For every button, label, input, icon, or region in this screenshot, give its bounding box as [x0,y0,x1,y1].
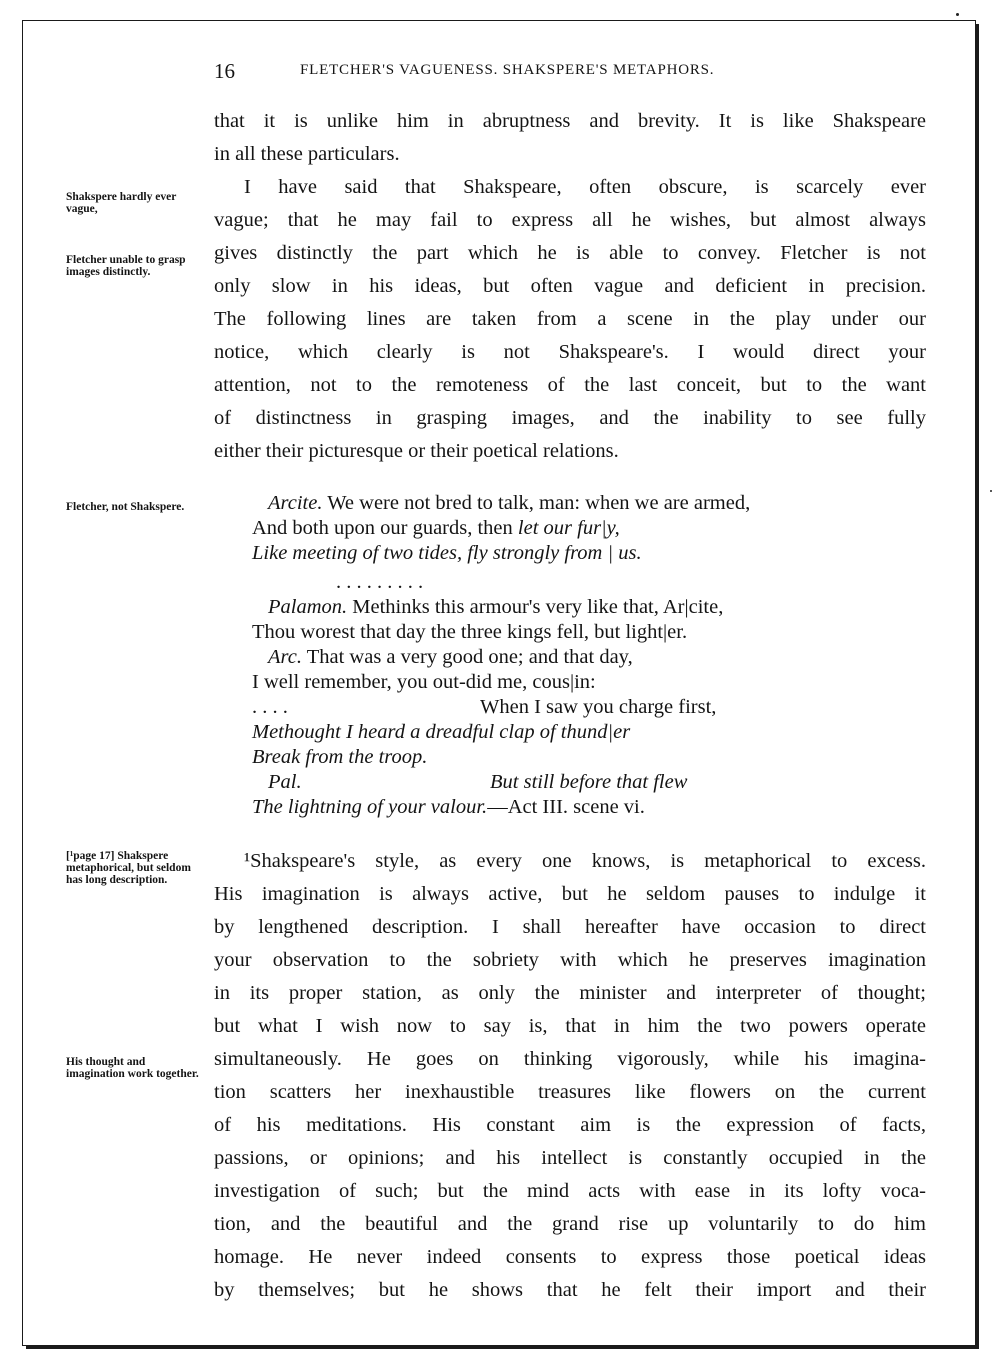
verse-line: Arc. That was a very good one; and that day, [268,646,633,668]
text-line: but what I wish now to say is, that in him the two powers operate [214,1015,926,1037]
text-line: only slow in his ideas, but often vague and deficient in precision. [214,275,926,297]
sidenote-thought-imagination: His thought and imagination work together. [66,1056,199,1080]
verse-line: . . . . When I saw you charge first, [252,696,717,718]
verse-line: Pal. But still before that flew [268,771,688,793]
text-line: tion, and the beautiful and the grand rise up voluntarily to do him [214,1213,926,1235]
text-line: in its proper station, as only the minister and interpreter of thought; [214,982,926,1004]
text-line: by themselves; but he shows that he felt their import and their [214,1279,926,1301]
text-line: I have said that Shakspeare, often obscure, is scarcely ever [244,176,926,198]
text-line: of his meditations. His constant aim is the expression of facts, [214,1114,926,1136]
sidenote-vague: Shakspere hardly ever vague, [66,191,177,215]
ink-speck [956,13,959,16]
speaker-name: Arcite. [268,492,323,514]
page-border-shadow-right [976,24,979,1348]
page-border-shadow-bottom [26,1346,979,1349]
verse-line: Methought I heard a dreadful clap of thund|er [252,721,631,743]
verse-line: Arcite. We were not bred to talk, man: when we are armed, [268,492,751,514]
text-line: of distinctness in grasping images, and the inability to see fully [214,407,926,429]
verse-line: Break from the troop. [252,746,428,768]
text-line: His imagination is always active, but he seldom pauses to indulge it [214,883,926,905]
text-line: vague; that he may fail to express all he wishes, but almost always [214,209,926,231]
ink-speck [990,490,992,492]
text-line: in all these particulars. [214,143,400,165]
verse-line: Palamon. Methinks this armour's very like that, Ar|cite, [268,596,724,618]
sidenote-fletcher-images: Fletcher unable to grasp images distinctly. [66,254,186,278]
verse-line: Thou worest that day the three kings fell, but light|er. [252,621,688,643]
verse-quotation [252,491,892,820]
text-line: gives distinctly the part which he is able to convey. Fletcher is not [214,242,926,264]
ellipsis-dots: . . . . . . . . . [336,571,424,593]
text-line: your observation to the sobriety with which he preserves imagination [214,949,926,971]
verse-line: And both upon our guards, then let our fur|y, [252,517,620,539]
paragraph-3 [214,845,926,1307]
text-line: by lengthened description. I shall hereafter have occasion to direct [214,916,926,938]
speaker-name: Arc. [268,646,302,668]
running-title: FLETCHER'S VAGUENESS. SHAKSPERE'S METAPHORS. [300,62,715,78]
text-line: simultaneously. He goes on thinking vigorously, while his imagina- [214,1048,926,1070]
text-line: The following lines are taken from a scene in the play under our [214,308,926,330]
text-line: notice, which clearly is not Shakspeare's. I would direct your [214,341,926,363]
sidenote-metaphorical: [¹page 17] Shakspere metaphorical, but seldom has long description. [66,850,191,886]
sidenote-fletcher-not-shakspere: Fletcher, not Shakspere. [66,501,185,513]
paragraph-2 [214,171,926,468]
paragraph-1 [214,105,926,171]
verse-line: Like meeting of two tides, fly strongly from | us. [252,542,642,564]
text-line: either their picturesque or their poetical relations. [214,440,619,462]
text-line: passions, or opinions; and his intellect is constantly occupied in the [214,1147,926,1169]
text-line: ¹Shakspeare's style, as every one knows, is metaphorical to excess. [244,850,926,872]
text-line: that it is unlike him in abruptness and brevity. It is like Shakspeare [214,110,926,132]
text-line: tion scatters her inexhaustible treasures like flowers on the current [214,1081,926,1103]
speaker-name: Palamon. [268,596,348,618]
page-number: 16 [214,59,235,83]
text-line: attention, not to the remoteness of the last conceit, but to the want [214,374,926,396]
page-header [214,59,926,89]
text-line: investigation of such; but the mind acts with ease in its lofty voca- [214,1180,926,1202]
verse-line: The lightning of your valour.—Act III. scene vi. [252,796,645,818]
verse-line: I well remember, you out-did me, cous|in: [252,671,596,693]
speaker-name: Pal. [268,771,302,793]
text-line: homage. He never indeed consents to express those poetical ideas [214,1246,926,1268]
